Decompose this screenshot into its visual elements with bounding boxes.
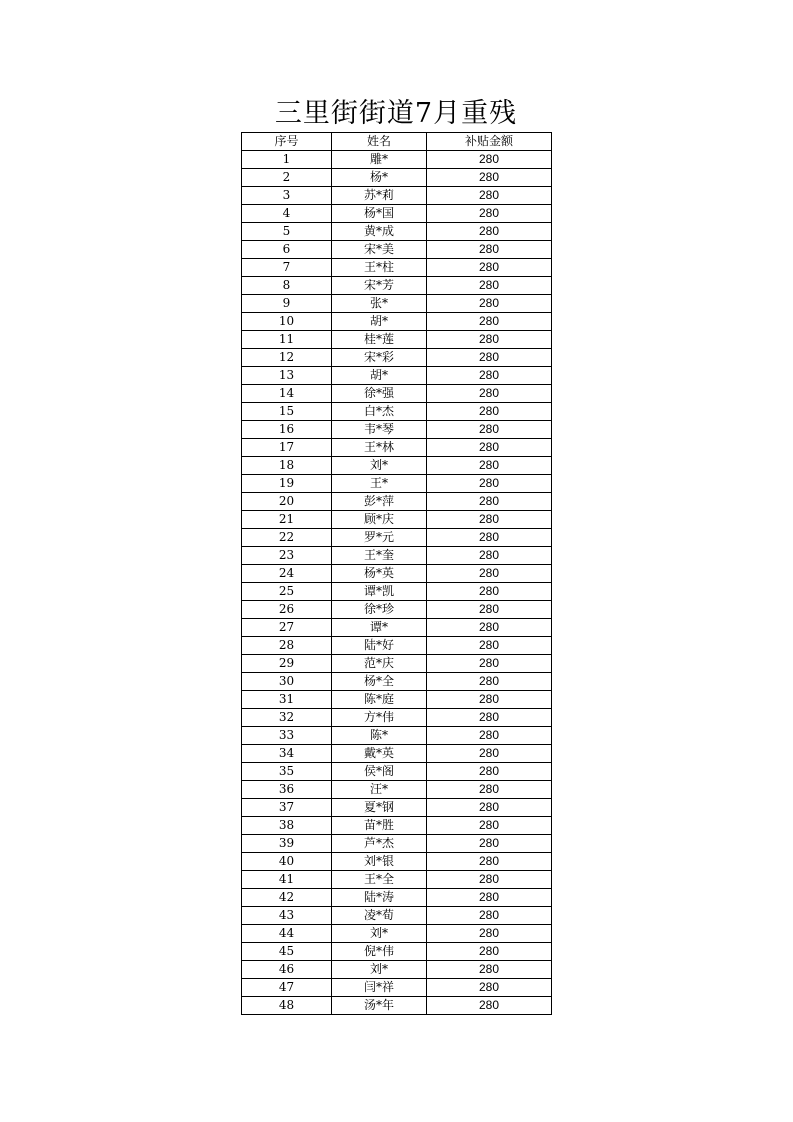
subsidy-amount-cell: 280	[427, 385, 552, 403]
subsidy-amount-cell: 280	[427, 295, 552, 313]
serial-number-cell: 16	[242, 421, 332, 439]
serial-number-cell: 12	[242, 349, 332, 367]
subsidy-amount-cell: 280	[427, 457, 552, 475]
serial-number-cell: 47	[242, 979, 332, 997]
table-row	[242, 439, 552, 457]
table-row	[242, 763, 552, 781]
subsidy-amount-cell: 280	[427, 889, 552, 907]
name-cell: 汪*	[332, 781, 427, 799]
name-cell: 韦*琴	[332, 421, 427, 439]
name-cell: 侯*阁	[332, 763, 427, 781]
name-cell: 宋*美	[332, 241, 427, 259]
serial-number-cell: 10	[242, 313, 332, 331]
subsidy-amount-cell: 280	[427, 367, 552, 385]
name-cell: 刘*银	[332, 853, 427, 871]
table-row	[242, 925, 552, 943]
name-cell: 戴*英	[332, 745, 427, 763]
serial-number-cell: 40	[242, 853, 332, 871]
name-cell: 胡*	[332, 367, 427, 385]
serial-number-cell: 28	[242, 637, 332, 655]
serial-number-cell: 27	[242, 619, 332, 637]
subsidy-amount-cell: 280	[427, 799, 552, 817]
table-row	[242, 313, 552, 331]
subsidy-amount-cell: 280	[427, 313, 552, 331]
subsidy-amount-cell: 280	[427, 655, 552, 673]
name-cell: 苗*胜	[332, 817, 427, 835]
table-row	[242, 781, 552, 799]
table-body	[242, 151, 552, 1015]
subsidy-amount-cell: 280	[427, 241, 552, 259]
table-row	[242, 835, 552, 853]
name-cell: 方*伟	[332, 709, 427, 727]
serial-number-cell: 23	[242, 547, 332, 565]
table-row	[242, 457, 552, 475]
table-row	[242, 241, 552, 259]
subsidy-amount-cell: 280	[427, 835, 552, 853]
serial-number-cell: 26	[242, 601, 332, 619]
table-row	[242, 331, 552, 349]
subsidy-amount-cell: 280	[427, 907, 552, 925]
subsidy-amount-cell: 280	[427, 997, 552, 1015]
subsidy-amount-cell: 280	[427, 439, 552, 457]
subsidy-amount-cell: 280	[427, 529, 552, 547]
table-row	[242, 691, 552, 709]
table-row	[242, 637, 552, 655]
name-cell: 谭*凯	[332, 583, 427, 601]
table-header	[242, 133, 552, 151]
header-name: 姓名	[332, 133, 427, 151]
serial-number-cell: 48	[242, 997, 332, 1015]
subsidy-amount-cell: 280	[427, 277, 552, 295]
table-row	[242, 277, 552, 295]
name-cell: 王*林	[332, 439, 427, 457]
name-cell: 倪*伟	[332, 943, 427, 961]
table-row	[242, 943, 552, 961]
table-row	[242, 709, 552, 727]
name-cell: 黄*成	[332, 223, 427, 241]
name-cell: 白*杰	[332, 403, 427, 421]
subsidy-amount-cell: 280	[427, 421, 552, 439]
name-cell: 罗*元	[332, 529, 427, 547]
serial-number-cell: 31	[242, 691, 332, 709]
subsidy-amount-cell: 280	[427, 781, 552, 799]
table-row	[242, 223, 552, 241]
table-row	[242, 583, 552, 601]
table-row	[242, 673, 552, 691]
subsidy-amount-cell: 280	[427, 493, 552, 511]
table-row	[242, 349, 552, 367]
serial-number-cell: 20	[242, 493, 332, 511]
name-cell: 王*	[332, 475, 427, 493]
subsidy-amount-cell: 280	[427, 169, 552, 187]
serial-number-cell: 2	[242, 169, 332, 187]
serial-number-cell: 29	[242, 655, 332, 673]
table-row	[242, 385, 552, 403]
table-row	[242, 817, 552, 835]
table-row	[242, 889, 552, 907]
name-cell: 汤*年	[332, 997, 427, 1015]
serial-number-cell: 21	[242, 511, 332, 529]
subsidy-amount-cell: 280	[427, 637, 552, 655]
name-cell: 陈*	[332, 727, 427, 745]
serial-number-cell: 42	[242, 889, 332, 907]
name-cell: 徐*珍	[332, 601, 427, 619]
serial-number-cell: 7	[242, 259, 332, 277]
serial-number-cell: 36	[242, 781, 332, 799]
subsidy-amount-cell: 280	[427, 853, 552, 871]
subsidy-amount-cell: 280	[427, 565, 552, 583]
name-cell: 闫*祥	[332, 979, 427, 997]
table-row	[242, 259, 552, 277]
subsidy-amount-cell: 280	[427, 979, 552, 997]
table-row	[242, 421, 552, 439]
serial-number-cell: 15	[242, 403, 332, 421]
subsidy-amount-cell: 280	[427, 331, 552, 349]
serial-number-cell: 4	[242, 205, 332, 223]
subsidy-amount-cell: 280	[427, 925, 552, 943]
serial-number-cell: 5	[242, 223, 332, 241]
name-cell: 杨*英	[332, 565, 427, 583]
name-cell: 范*庆	[332, 655, 427, 673]
table-row	[242, 727, 552, 745]
subsidy-amount-cell: 280	[427, 745, 552, 763]
table-row	[242, 997, 552, 1015]
name-cell: 陈*庭	[332, 691, 427, 709]
serial-number-cell: 33	[242, 727, 332, 745]
table-row	[242, 475, 552, 493]
serial-number-cell: 18	[242, 457, 332, 475]
subsidy-amount-cell: 280	[427, 601, 552, 619]
serial-number-cell: 13	[242, 367, 332, 385]
name-cell: 苏*莉	[332, 187, 427, 205]
document-title: 三里街街道7月重残	[274, 98, 518, 129]
name-cell: 杨*全	[332, 673, 427, 691]
name-cell: 杨*	[332, 169, 427, 187]
table-row	[242, 403, 552, 421]
name-cell: 夏*钢	[332, 799, 427, 817]
subsidy-table	[241, 132, 552, 1015]
subsidy-amount-cell: 280	[427, 961, 552, 979]
subsidy-amount-cell: 280	[427, 349, 552, 367]
table-row	[242, 151, 552, 169]
serial-number-cell: 19	[242, 475, 332, 493]
name-cell: 凌*荀	[332, 907, 427, 925]
serial-number-cell: 24	[242, 565, 332, 583]
serial-number-cell: 11	[242, 331, 332, 349]
name-cell: 刘*	[332, 961, 427, 979]
serial-number-cell: 25	[242, 583, 332, 601]
serial-number-cell: 9	[242, 295, 332, 313]
serial-number-cell: 34	[242, 745, 332, 763]
name-cell: 刘*	[332, 925, 427, 943]
name-cell: 芦*杰	[332, 835, 427, 853]
table-row	[242, 529, 552, 547]
serial-number-cell: 6	[242, 241, 332, 259]
table-row	[242, 907, 552, 925]
header-subsidy-amount: 补贴金额	[427, 133, 552, 151]
serial-number-cell: 35	[242, 763, 332, 781]
table-row	[242, 961, 552, 979]
table-row	[242, 799, 552, 817]
serial-number-cell: 45	[242, 943, 332, 961]
table-row	[242, 601, 552, 619]
subsidy-amount-cell: 280	[427, 727, 552, 745]
name-cell: 宋*芳	[332, 277, 427, 295]
name-cell: 谭*	[332, 619, 427, 637]
table-row	[242, 547, 552, 565]
subsidy-amount-cell: 280	[427, 673, 552, 691]
subsidy-amount-cell: 280	[427, 817, 552, 835]
table-row	[242, 367, 552, 385]
table-row	[242, 655, 552, 673]
name-cell: 顾*庆	[332, 511, 427, 529]
serial-number-cell: 39	[242, 835, 332, 853]
serial-number-cell: 46	[242, 961, 332, 979]
serial-number-cell: 14	[242, 385, 332, 403]
table-row	[242, 295, 552, 313]
table-row	[242, 853, 552, 871]
serial-number-cell: 37	[242, 799, 332, 817]
subsidy-amount-cell: 280	[427, 871, 552, 889]
name-cell: 王*奎	[332, 547, 427, 565]
name-cell: 宋*彩	[332, 349, 427, 367]
subsidy-amount-cell: 280	[427, 151, 552, 169]
subsidy-amount-cell: 280	[427, 619, 552, 637]
name-cell: 刘*	[332, 457, 427, 475]
table-row	[242, 565, 552, 583]
name-cell: 徐*强	[332, 385, 427, 403]
name-cell: 彭*萍	[332, 493, 427, 511]
table-row	[242, 205, 552, 223]
table-row	[242, 979, 552, 997]
table-row	[242, 493, 552, 511]
name-cell: 桂*莲	[332, 331, 427, 349]
subsidy-amount-cell: 280	[427, 943, 552, 961]
name-cell: 张*	[332, 295, 427, 313]
table-row	[242, 745, 552, 763]
subsidy-amount-cell: 280	[427, 205, 552, 223]
serial-number-cell: 44	[242, 925, 332, 943]
serial-number-cell: 1	[242, 151, 332, 169]
table-row	[242, 187, 552, 205]
header-serial-number: 序号	[242, 133, 332, 151]
subsidy-amount-cell: 280	[427, 691, 552, 709]
name-cell: 陆*涛	[332, 889, 427, 907]
serial-number-cell: 38	[242, 817, 332, 835]
name-cell: 杨*国	[332, 205, 427, 223]
subsidy-amount-cell: 280	[427, 547, 552, 565]
serial-number-cell: 3	[242, 187, 332, 205]
subsidy-amount-cell: 280	[427, 259, 552, 277]
subsidy-amount-cell: 280	[427, 223, 552, 241]
name-cell: 王*柱	[332, 259, 427, 277]
subsidy-amount-cell: 280	[427, 583, 552, 601]
serial-number-cell: 17	[242, 439, 332, 457]
serial-number-cell: 8	[242, 277, 332, 295]
subsidy-amount-cell: 280	[427, 511, 552, 529]
table-row	[242, 871, 552, 889]
serial-number-cell: 22	[242, 529, 332, 547]
serial-number-cell: 41	[242, 871, 332, 889]
serial-number-cell: 43	[242, 907, 332, 925]
subsidy-amount-cell: 280	[427, 709, 552, 727]
subsidy-amount-cell: 280	[427, 475, 552, 493]
name-cell: 胡*	[332, 313, 427, 331]
serial-number-cell: 32	[242, 709, 332, 727]
serial-number-cell: 30	[242, 673, 332, 691]
name-cell: 王*全	[332, 871, 427, 889]
name-cell: 雕*	[332, 151, 427, 169]
subsidy-amount-cell: 280	[427, 403, 552, 421]
subsidy-amount-cell: 280	[427, 187, 552, 205]
name-cell: 陆*好	[332, 637, 427, 655]
table-row	[242, 619, 552, 637]
subsidy-amount-cell: 280	[427, 763, 552, 781]
table-row	[242, 169, 552, 187]
header-row	[242, 133, 552, 151]
table-row	[242, 511, 552, 529]
